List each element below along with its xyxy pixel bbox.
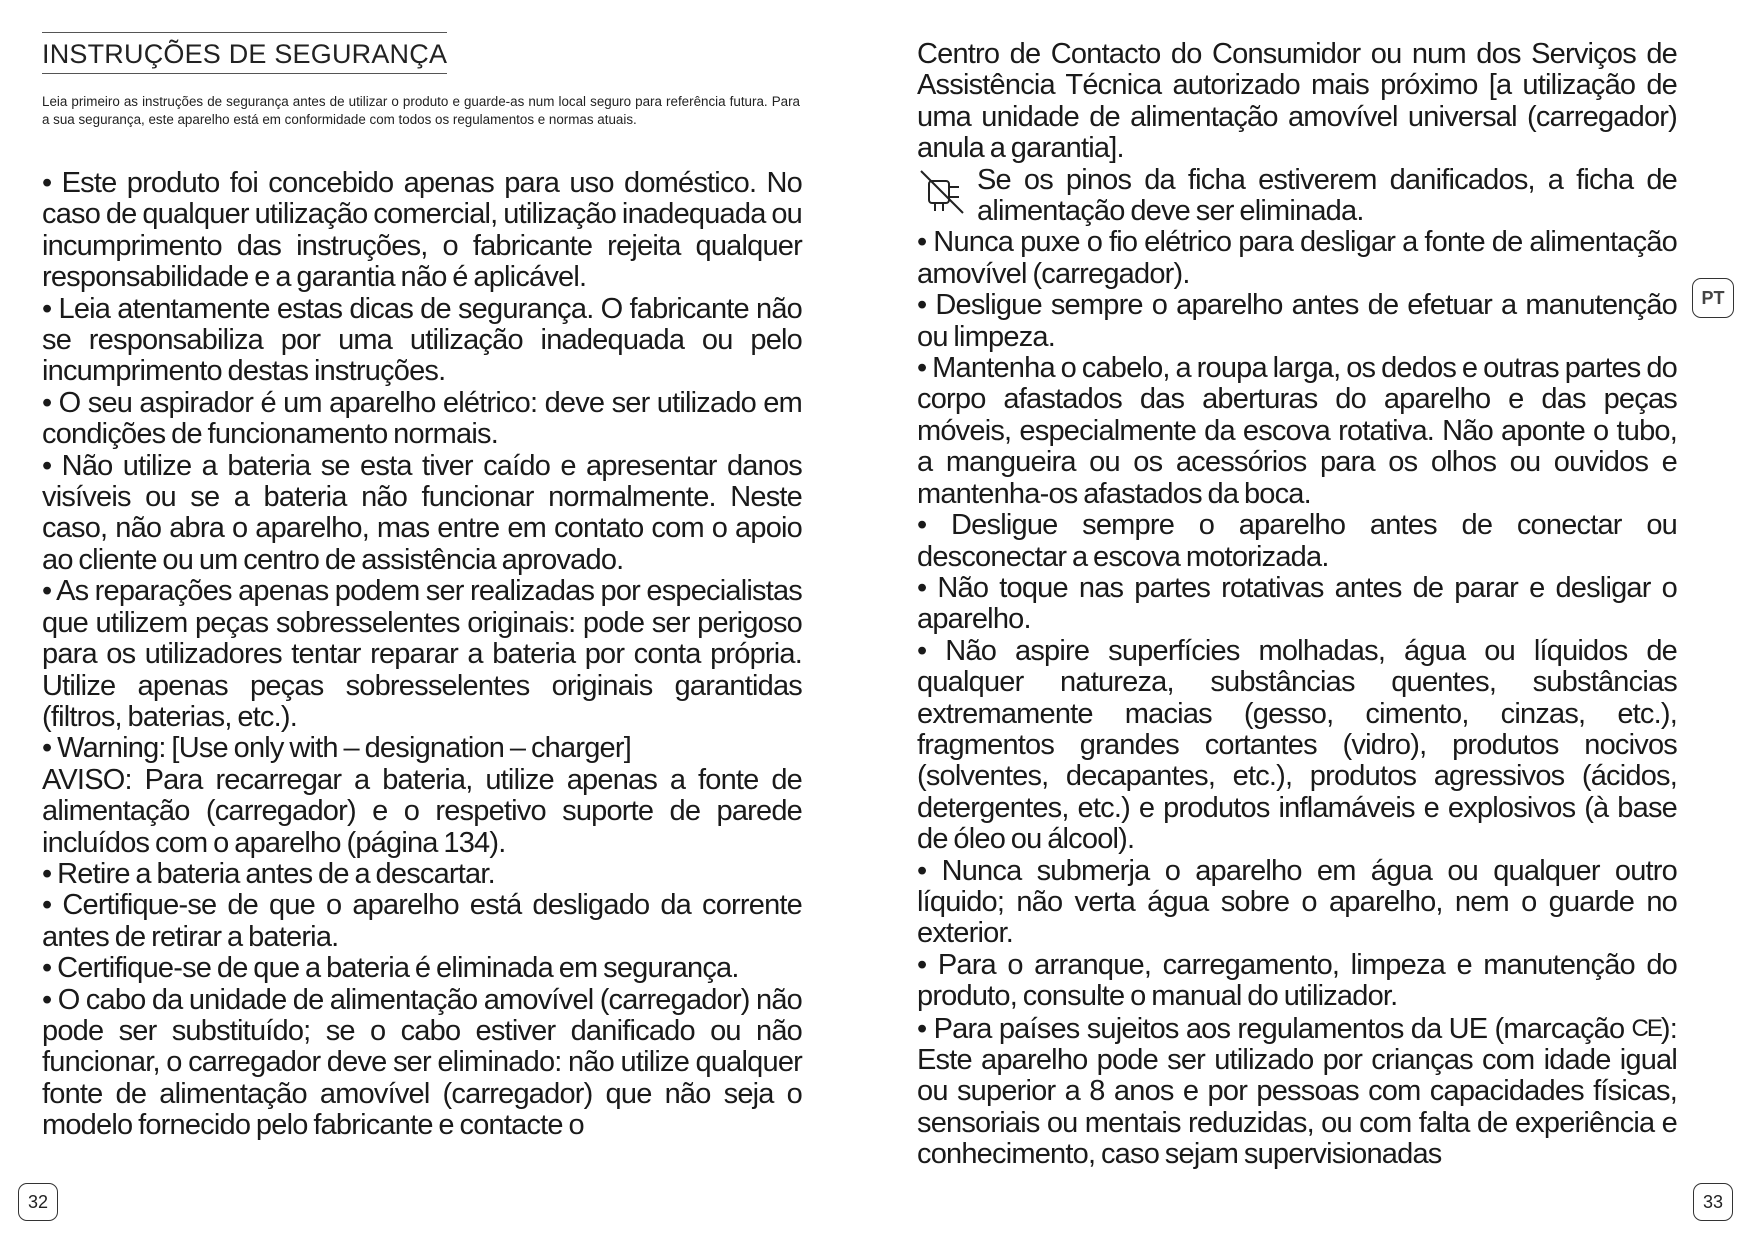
eu-paragraph [917,1013,1677,1171]
left-body-text [42,168,802,1142]
intro-text: Leia primeiro as instruções de segurança antes de utilizar o produto e guarde-as num local seguro para referência futura. Para a sua segurança, este aparelho está em conformidade com todos os regulamentos e normas atuais. [42,94,800,127]
paragraph: • Warning: [Use only with – designation – charger] [42,732,631,765]
paragraph: • Nunca puxe o fio elétrico para desligar a fonte de alimentação amovível (carregador). [917,226,1677,290]
paragraph: • Desligue sempre o aparelho antes de conectar ou desconectar a escova motorizada. [917,509,1677,573]
eu-text-end: ): Este aparelho pode ser utilizado por crianças com idade igual ou superior a 8 anos e por pessoas com capacidades físicas, sensoriais ou mentais reduzidas, ou com falta de experiência e conhecimento, caso sejam supervisionadas [917,1012,1677,1171]
paragraph: • O cabo da unidade de alimentação amovível (carregador) não pode ser substituído; se o cabo estiver danificado ou não funcionar, o carregador deve ser eliminado: não utilize qualquer fonte de alimentação amovível (carregador) que não seja o modelo fornecido pelo fabricante e contacte o [42,983,802,1142]
paragraph: • Não utilize a bateria se esta tiver caído e apresentar danos visíveis ou se a bateria não funcionar normalmente. Neste caso, não abra o aparelho, mas entre em contato com o apoio ao cliente ou um centro de assistência aprovado. [42,449,802,576]
paragraph: • Certifique-se de que o aparelho está desligado da corrente antes de retirar a bateria. [42,889,802,953]
paragraph: AVISO: Para recarregar a bateria, utilize apenas a fonte de alimentação (carregador) e o respetivo suporte de parede incluídos com o aparelho (página 134). [42,763,802,859]
left-page [0,0,874,1241]
paragraph: • Não aspire superfícies molhadas, água ou líquidos de qualquer natureza, substâncias quentes, substâncias extremamente macias (gesso, cimento, cinzas, etc.), fragmentos grandes cortantes (vidro), produtos nocivos (solventes, decapantes, etc.), produtos agressivos (ácidos, detergentes, etc.) e produtos inflamáveis e explosivos (à base de óleo ou álcool). [917,634,1677,856]
paragraph: • Desligue sempre o aparelho antes de efetuar a manutenção ou limpeza. [917,289,1677,353]
paragraph-continuation: Centro de Contacto do Consumidor ou num dos Serviços de Assistência Técnica autorizado mais próximo [a utilização de uma unidade de alimentação amovível universal (carregador) anula a garantia]. [917,38,1677,165]
paragraph: • Retire a bateria antes de a descartar. [42,857,495,890]
plug-note: Se os pinos da ficha estiverem danificados, a ficha de alimentação deve ser eliminada. [977,163,1677,228]
right-page [875,0,1749,1241]
paragraph: • Não toque nas partes rotativas antes de parar e desligar o aparelho. [917,571,1677,636]
paragraph: • As reparações apenas podem ser realizadas por especialistas que utilizem peças sobresselentes originais: pode ser perigoso para os utilizadores tentar reparar a bateria por conta própria. Utilize apenas peças sobresselentes originais garantidas (filtros, baterias, etc.). [42,575,802,733]
right-body-text [917,39,1677,1171]
paragraph: • Leia atentamente estas dicas de segurança. O fabricante não se responsabiliza por uma utilização inadequada ou pelo incumprimento destas instruções. [42,292,802,388]
damaged-plug-icon [917,167,967,217]
paragraph: • Este produto foi concebido apenas para uso doméstico. No caso de qualquer utilização comercial, utilização inadequada ou incumprimento das instruções, o fabricante rejeita qualquer responsabilidade e a garantia não é aplicável. [42,167,802,294]
section-title: INSTRUÇÕES DE SEGURANÇA [42,32,447,74]
eu-text-start: • Para países sujeitos aos regulamentos da UE (marcação [917,1012,1632,1045]
paragraph: • Mantenha o cabelo, a roupa larga, os dedos e outras partes do corpo afastados das aberturas do aparelho e das peças móveis, especialmente da escova rotativa. Não aponte o tubo, a mangueira ou os acessórios para os olhos ou ouvidos e mantenha-os afastados da boca. [917,352,1677,510]
paragraph: • Certifique-se de que a bateria é eliminada em segurança. [42,952,739,985]
language-tab: PT [1692,278,1734,318]
paragraph: • Para o arranque, carregamento, limpeza e manutenção do produto, consulte o manual do utilizador. [917,948,1677,1013]
paragraph: • Nunca submerja o aparelho em água ou qualquer outro líquido; não verta água sobre o aparelho, nem o guarde no exterior. [917,854,1677,950]
ce-mark-icon: CE [1631,1014,1661,1042]
plug-warning [917,165,1677,228]
paragraph: • O seu aspirador é um aparelho elétrico: deve ser utilizado em condições de funcionamento normais. [42,386,802,451]
page-number: 33 [1693,1183,1733,1221]
page-number: 32 [18,1183,58,1221]
